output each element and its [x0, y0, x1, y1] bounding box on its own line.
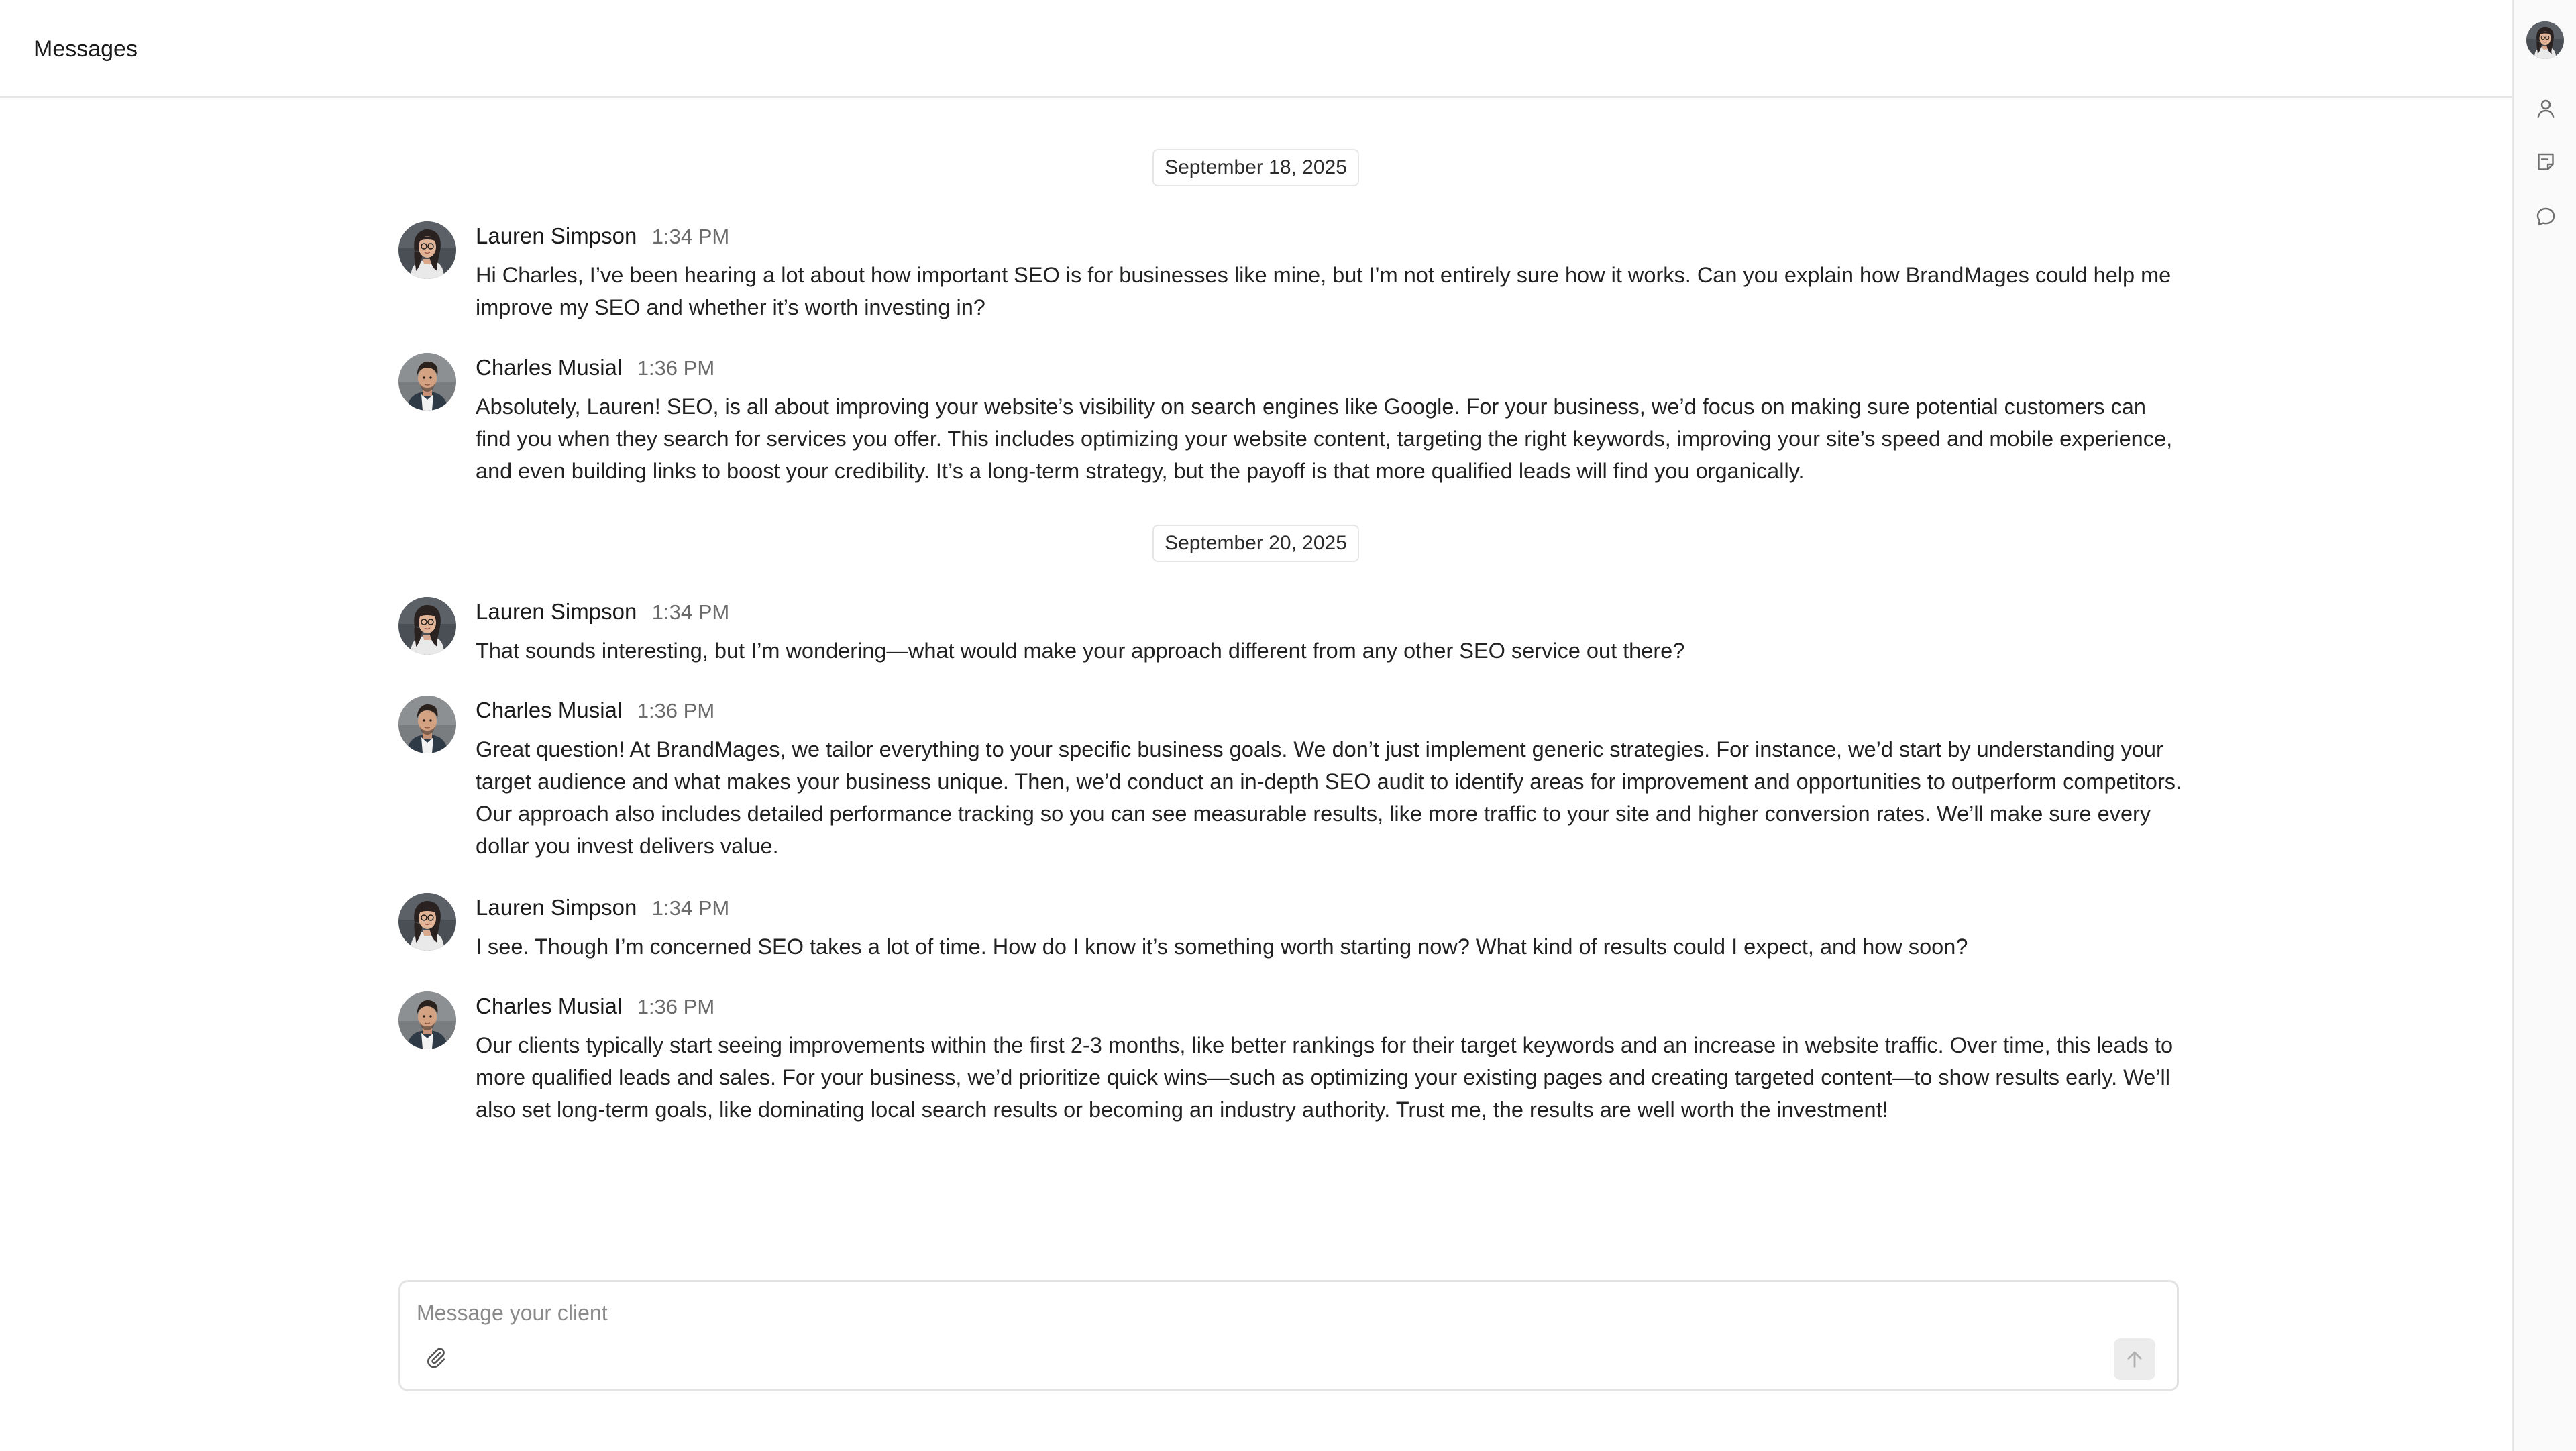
message-text: That sounds interesting, but I’m wondering—what would make your approach different from any other SEO service out there?	[476, 639, 1685, 663]
message-time: 1:36 PM	[637, 356, 715, 380]
person-icon[interactable]	[2534, 97, 2558, 121]
avatar[interactable]	[398, 893, 456, 951]
avatar[interactable]	[398, 353, 456, 411]
user-avatar[interactable]	[2526, 21, 2564, 59]
message-meta	[476, 991, 714, 1021]
message-author: Charles Musial	[476, 993, 623, 1018]
message-author: Charles Musial	[476, 698, 623, 722]
avatar[interactable]	[398, 221, 456, 279]
message-time: 1:34 PM	[651, 896, 730, 920]
message-text: Our clients typically start seeing improvements within the first 2-3 months, like better rankings for their target keywords and an increase in website traffic. Over time, this leads to more qualified leads and sales. For your business, we’d prioritize quick wins—such as optimizing your existing pages and creating targeted content—to show results early. We’ll also set long-term goals, like dominating local search results or becoming an industry authority. Trust me, the results are well worth the investment!	[476, 1033, 2174, 1122]
arrow-up-icon	[2123, 1348, 2146, 1371]
message-meta	[476, 893, 729, 922]
message-meta	[476, 696, 714, 725]
date-separator	[0, 149, 2512, 186]
message-meta	[476, 221, 729, 251]
notes-icon[interactable]	[2534, 150, 2558, 174]
message-author: Lauren Simpson	[476, 599, 637, 624]
message-composer	[398, 1280, 2179, 1391]
message-meta	[476, 353, 714, 382]
date-label: September 18, 2025	[1152, 149, 1359, 186]
message-meta	[476, 597, 729, 627]
message-author: Lauren Simpson	[476, 895, 637, 920]
message-text: Hi Charles, I’ve been hearing a lot about how important SEO is for businesses like mine, but I’m not entirely sure how it works. Can you explain how BrandMages could help me improve my SEO and whether it’s worth investing in?	[476, 263, 2171, 319]
date-label: September 20, 2025	[1152, 525, 1359, 562]
message-time: 1:36 PM	[637, 995, 715, 1018]
send-button[interactable]	[2114, 1338, 2155, 1380]
avatar[interactable]	[398, 597, 456, 655]
message-time: 1:34 PM	[651, 225, 730, 248]
message-text: Great question! At BrandMages, we tailor everything to your specific business goals. We don’t just implement generic strategies. For instance, we’d start by understanding your target audience and what makes your business unique. Then, we’d conduct an in-depth SEO audit to identify areas for improvement and opportunities to outperform competitors. Our approach also includes detailed performance tracking so you can see measurable results, like more traffic to your site and higher conversion rates. We’ll make sure every dollar you invest delivers value.	[476, 737, 2182, 858]
paperclip-icon	[425, 1346, 447, 1369]
avatar[interactable]	[398, 696, 456, 753]
page-title: Messages	[34, 36, 138, 62]
attach-button[interactable]	[421, 1342, 451, 1373]
chat-icon[interactable]	[2534, 205, 2558, 229]
right-rail	[2512, 0, 2576, 1451]
date-separator	[0, 525, 2512, 562]
avatar[interactable]	[398, 991, 456, 1049]
message-text: I see. Though I’m concerned SEO takes a lot of time. How do I know it’s something worth starting now? What kind of results could I expect, and how soon?	[476, 934, 1968, 959]
message-input[interactable]	[417, 1294, 2134, 1332]
message-author: Charles Musial	[476, 355, 623, 380]
message-text: Absolutely, Lauren! SEO, is all about improving your website’s visibility on search engines like Google. For your business, we’d focus on making sure potential customers can find you when they search for services you offer. This includes optimizing your website content, targeting the right keywords, improving your site’s speed and mobile experience, and even building links to boost your credibility. It’s a long-term strategy, but the payoff is that more qualified leads will find you organically.	[476, 394, 2173, 483]
header	[0, 0, 2512, 98]
message-time: 1:34 PM	[651, 600, 730, 624]
message-author: Lauren Simpson	[476, 223, 637, 248]
message-time: 1:36 PM	[637, 699, 715, 722]
